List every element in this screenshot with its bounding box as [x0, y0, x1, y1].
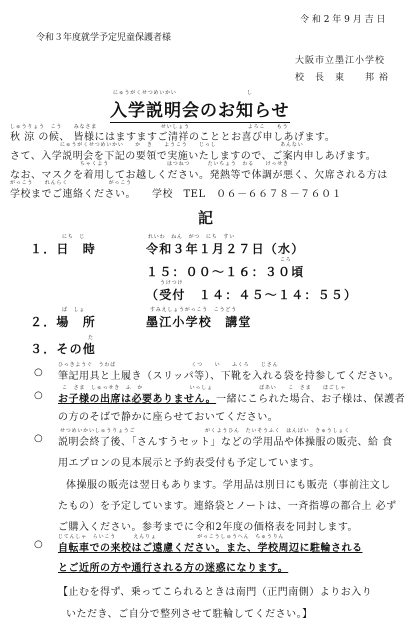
intro-line-1: 秋 涼 の候、 皆様にはますますご清祥のこととお喜び申しあげます。: [10, 132, 336, 143]
note-3-line-4: たもの）を予定しています。連絡袋とノートは、一斉指導の都合上 必ず: [58, 501, 397, 512]
place-label: ２．場 所: [30, 315, 97, 329]
reception-value: （受付 １４：４５～１４：５５）: [146, 288, 358, 302]
note-2-bold: お子様の出席は必要ありません。: [58, 394, 217, 405]
footer-line-2: いただき、ご自分で整列させて駐輪してください。】: [66, 609, 313, 620]
note-2-line-2: の方のそばで静かに座らせておいてください。: [58, 412, 279, 423]
date-label: １．日 時: [30, 242, 97, 256]
place-value: 墨江小学校 講堂: [146, 315, 252, 329]
note-2-rest: 一緒にこられた場合、お子様は、保護者: [216, 394, 406, 405]
note-4-line-2: とご近所の方や通行される方の迷惑になります。: [58, 563, 289, 574]
note-4-furigana: じてんしゃ らいこう えんりょ がっこうしゅうへん ちゅうりん: [58, 534, 285, 540]
intro-line-3: なお、マスクを着用してお越しください。発熱等で体調が悪く、欠席される方は: [10, 170, 388, 181]
note-3-bullet: ○: [34, 433, 43, 444]
note-2-bullet: ○: [34, 390, 43, 401]
note-3-furigana: せつめいかいしゅうりょうご がくようひん たいそうふく はんばい きゅうしょく: [60, 428, 351, 434]
note-1-line: 筆記用具と上履き（スリッパ等）、下靴を入れる袋を持参してください。: [58, 371, 400, 382]
place-value-furigana: すみえしょうがっこう こうどう: [150, 307, 238, 313]
date-value-furigana: れいわ ねん がつ にち すい: [148, 234, 236, 240]
title-furigana-2: し: [247, 90, 253, 96]
footer-line-1: 【止むを得ず、乗ってこられるときは南門（正門南側）よりお入り: [58, 587, 373, 598]
note-4-line-1: 自転車での来校はご遠慮ください。また、学校周辺に駐輪される: [58, 543, 363, 554]
note-1-bullet: ○: [34, 367, 43, 378]
note-3-line-3: 体操服の販売は翌日もあります。学用品は別日にも販売（事前注文し: [66, 480, 391, 491]
reception-furigana: うけつけ: [160, 280, 184, 286]
other-label-furigana: た: [88, 335, 94, 341]
time-furigana: ころ: [280, 257, 292, 263]
date-text: 令 和 2 年 9 月 吉 日: [300, 15, 386, 25]
date-label-furigana: にち じ: [62, 234, 86, 240]
note-3-line-1: 説明会終了後、「さんすうセット」などの学用品や体操服の販売、給 食: [58, 437, 393, 448]
title-furigana: にゅうがくせつめいかい: [113, 90, 177, 96]
note-2-line-1: [58, 390, 405, 405]
note-1-furigana: ひっきようぐ うわば くつ い ふくろ じさん: [58, 362, 279, 368]
other-label: ３．その他: [30, 342, 97, 356]
note-3-line-5: ご購入ください。参考までに令和2年度の価格表を同封します。: [58, 522, 359, 533]
note-2-furigana: こ さま しゅっせき ふ か いっしょ ばあい こ さま ほごしゃ: [62, 385, 347, 391]
ki-heading: 記: [198, 209, 214, 227]
school-name: 大阪市立墨江小学校: [295, 56, 386, 66]
intro-furigana-4: がっこう れんらく がっこう: [10, 180, 132, 186]
principal-name: 校 長 東 邦 裕: [295, 73, 389, 83]
place-label-furigana: ば しょ: [62, 307, 86, 313]
intro-furigana-1: しゅうりょう こう みなさま せいしょう よろこ もう: [10, 124, 289, 130]
date-value: 令和３年１月２７日（水）: [146, 242, 305, 256]
page-title: 入学説明会のお知らせ: [110, 96, 290, 123]
note-3-line-2: 用エプロンの見本展示と予約表受付も予定しています。: [58, 458, 320, 469]
intro-furigana-3: ちゃくよう はつねつ たいちょう わる けっせき: [80, 161, 289, 167]
note-4-bullet: ○: [34, 539, 43, 550]
time-value: １５：００～１６：３０頃: [146, 265, 305, 279]
intro-furigana-2: にゅうがくせつめいかい か き ようこう じっし あんない: [60, 142, 304, 148]
intro-line-4: 学校までご連絡ください。 学校 TEL ０６－６６７８－７６０１: [10, 189, 343, 200]
addressee: 令和３年度就学予定児童保護者様: [36, 33, 172, 43]
intro-line-2: さて、入学説明会を下記の要領で実施いたしますので、ご案内申しあげます。: [10, 151, 377, 162]
